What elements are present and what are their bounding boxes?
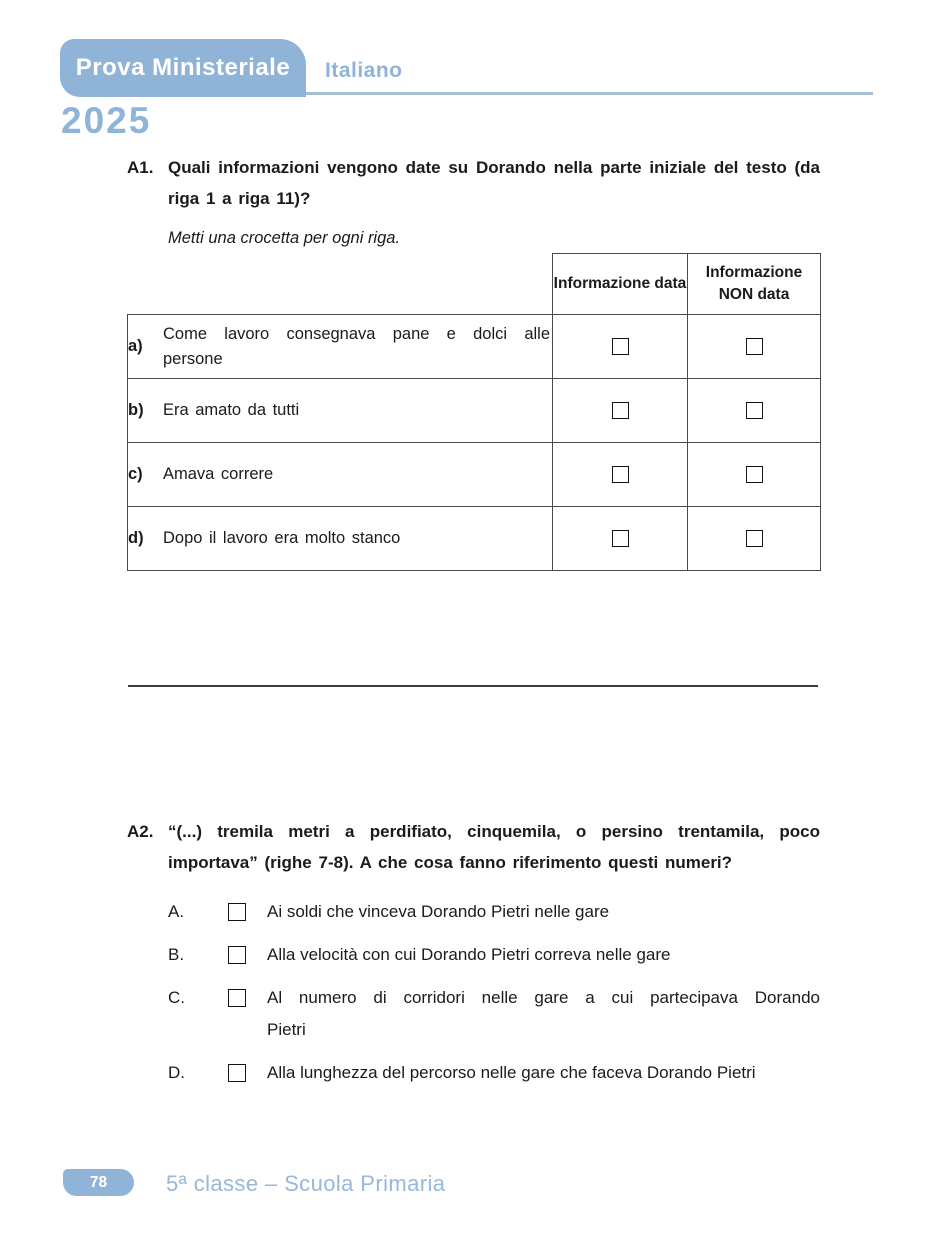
checkbox-a-data[interactable] [612,338,629,355]
option-row-c [168,982,820,1046]
header-tab [60,39,306,97]
table-row-c [128,443,821,507]
checkbox-b-data[interactable] [612,402,629,419]
row-label-b: b) [128,401,144,419]
column-header-informazione-data: Informazione data [553,254,688,315]
option-text-b: Alla velocità con cui Dorando Pietri correva nelle gare [267,945,671,964]
cell-b-non-data [688,379,821,443]
option-letter-a: A. [168,902,185,921]
option-checkbox-c[interactable] [228,989,246,1007]
option-text-c: Al numero di corridori nelle gare a cui partecipava Dorando Pietri [267,988,820,1039]
table-blank-corner [128,254,553,315]
option-row-a [168,896,820,928]
option-row-b [168,939,820,971]
table-header-row [128,254,821,315]
footer-label: 5ª classe – Scuola Primaria [166,1171,446,1196]
option-text-d: Alla lunghezza del percorso nelle gare che faceva Dorando Pietri [267,1063,756,1082]
cell-c-non-data [688,443,821,507]
statement-cell-c [128,443,553,507]
table-row-d [128,507,821,571]
statement-cell-a [128,315,553,379]
checkbox-c-non-data[interactable] [746,466,763,483]
year-label: 2025 [61,100,152,141]
a1-answer-table [127,253,821,571]
option-checkbox-b[interactable] [228,946,246,964]
row-text-d: Dopo il lavoro era molto stanco [163,529,401,547]
statement-cell-b [128,379,553,443]
checkbox-a-non-data[interactable] [746,338,763,355]
row-text-b: Era amato da tutti [163,401,300,419]
option-text-a: Ai soldi che vinceva Dorando Pietri nelle gare [267,902,610,921]
page-number: 78 [89,1173,108,1191]
question-a1-number: A1. [127,158,154,177]
cell-a-data [553,315,688,379]
row-label-d: d) [128,529,144,547]
cell-d-non-data [688,507,821,571]
header-tab-label: Prova Ministeriale [75,54,291,81]
checkbox-d-data[interactable] [612,530,629,547]
a2-options [127,896,820,1089]
question-a1 [127,152,820,248]
checkbox-d-non-data[interactable] [746,530,763,547]
column-header-informazione-non-data: Informazione NON data [688,254,821,315]
cell-a-non-data [688,315,821,379]
row-text-a: Come lavoro consegnava pane e dolci alle persone [163,324,550,368]
row-text-c: Amava correre [163,465,274,483]
question-a2 [127,816,820,1100]
cell-c-data [553,443,688,507]
option-letter-d: D. [168,1063,185,1082]
option-row-d [168,1057,820,1089]
question-a1-text: Quali informazioni vengono date su Dorando nella parte iniziale del testo (da riga 1 a riga 11)? [168,158,820,208]
checkbox-c-data[interactable] [612,466,629,483]
section-divider [128,685,818,687]
subject-label: Italiano [325,59,403,82]
statement-cell-d [128,507,553,571]
option-letter-c: C. [168,988,185,1007]
cell-b-data [553,379,688,443]
header-rule [306,92,873,95]
question-a1-instruction: Metti una crocetta per ogni riga. [168,229,401,247]
table-row-b [128,379,821,443]
table-row-a [128,315,821,379]
row-label-a: a) [128,337,143,355]
question-a2-number: A2. [127,822,154,841]
checkbox-b-non-data[interactable] [746,402,763,419]
cell-d-data [553,507,688,571]
question-a2-text: “(...) tremila metri a perdifiato, cinquemila, o persino trentamila, poco importava” (righe 7-8). A che cosa fanno riferimento questi numeri? [168,822,820,872]
option-checkbox-d[interactable] [228,1064,246,1082]
option-checkbox-a[interactable] [228,903,246,921]
page-number-badge [63,1169,134,1196]
option-letter-b: B. [168,945,185,964]
row-label-c: c) [128,465,143,483]
